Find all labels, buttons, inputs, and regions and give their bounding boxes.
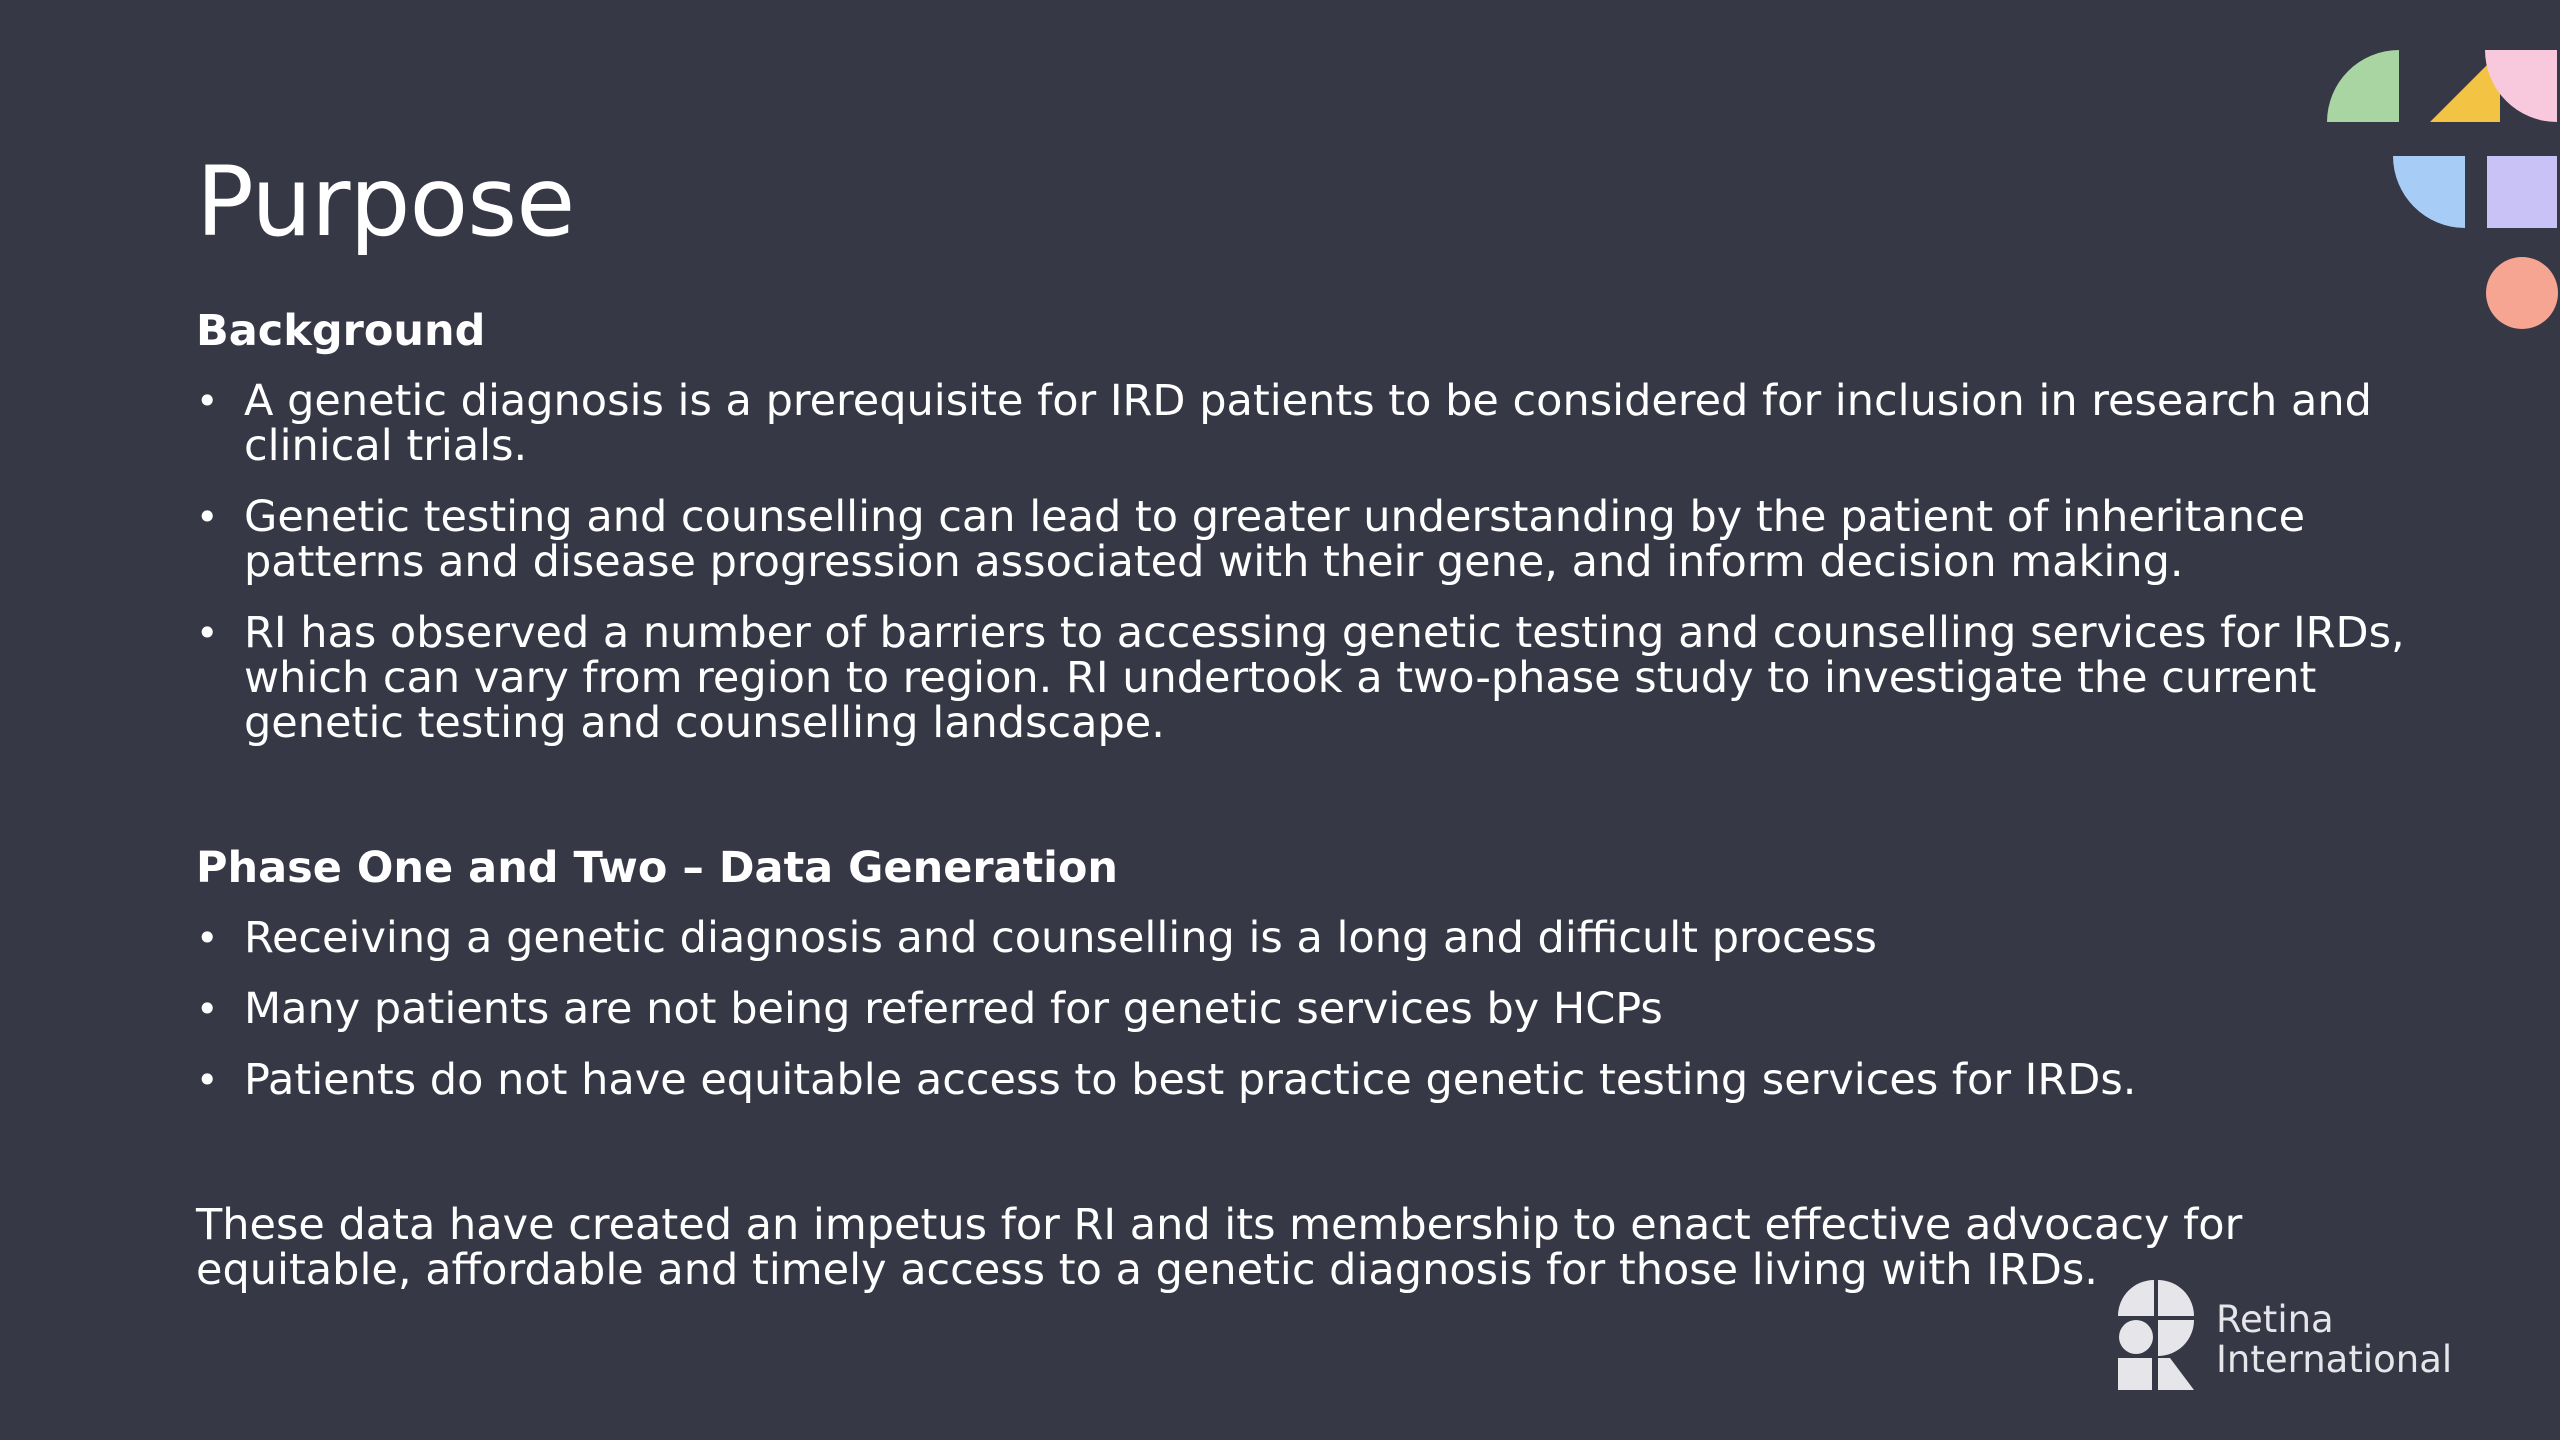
- slide-title: Purpose: [196, 146, 575, 258]
- lavender-square-shape: [2487, 156, 2557, 228]
- bullet-glyph: •: [196, 495, 219, 539]
- list-item-text: Genetic testing and counselling can lead to greater understanding by the patient of inheritance patterns and disease progression associated with their gene, and inform decision making.: [244, 492, 2306, 587]
- background-heading: Background: [196, 306, 486, 356]
- list-item: [196, 376, 2426, 471]
- list-item: [196, 608, 2426, 748]
- list-item: [196, 913, 2426, 963]
- list-item: [196, 984, 2426, 1034]
- bullet-glyph: •: [196, 1058, 219, 1102]
- bullet-glyph: •: [196, 379, 219, 423]
- salmon-circle-shape: [2486, 257, 2558, 329]
- bullet-glyph: •: [196, 987, 219, 1031]
- list-item-text: Patients do not have equitable access to best practice genetic testing services for IRDs.: [244, 1055, 2137, 1105]
- decorative-shapes: [2240, 0, 2560, 360]
- logo-line-2: International: [2216, 1338, 2453, 1381]
- background-list: [196, 376, 2426, 772]
- blue-quarter-shape: [2393, 156, 2465, 228]
- list-item: [196, 1055, 2426, 1105]
- list-item-text: Many patients are not being referred for genetic services by HCPs: [244, 984, 1663, 1034]
- closing-statement: These data have created an impetus for RI and its membership to enact effective advocacy for equitable, affordable and timely access to a genetic diagnosis for those living with IRDs.: [196, 1200, 2243, 1295]
- bullet-glyph: •: [196, 916, 219, 960]
- list-item-text: RI has observed a number of barriers to accessing genetic testing and counselling services for IRDs, which can vary from region to region. RI undertook a two-phase study to investigate the current genetic testing and counselling landscape.: [244, 608, 2405, 748]
- phase-list: [196, 913, 2426, 1129]
- phase-heading: Phase One and Two – Data Generation: [196, 843, 1119, 893]
- list-item-text: A genetic diagnosis is a prerequisite for IRD patients to be considered for inclusion in research and clinical trials.: [244, 376, 2372, 471]
- logo-line-1: Retina: [2216, 1298, 2334, 1341]
- list-item: [196, 492, 2426, 587]
- logo-mark-icon: [2118, 1280, 2194, 1390]
- bullet-glyph: •: [196, 611, 219, 655]
- logo-wordmark: [2216, 1300, 2452, 1380]
- green-quarter-shape: [2327, 50, 2399, 122]
- retina-international-logo: [2118, 1280, 2478, 1390]
- list-item-text: Receiving a genetic diagnosis and counselling is a long and difficult process: [244, 913, 1877, 963]
